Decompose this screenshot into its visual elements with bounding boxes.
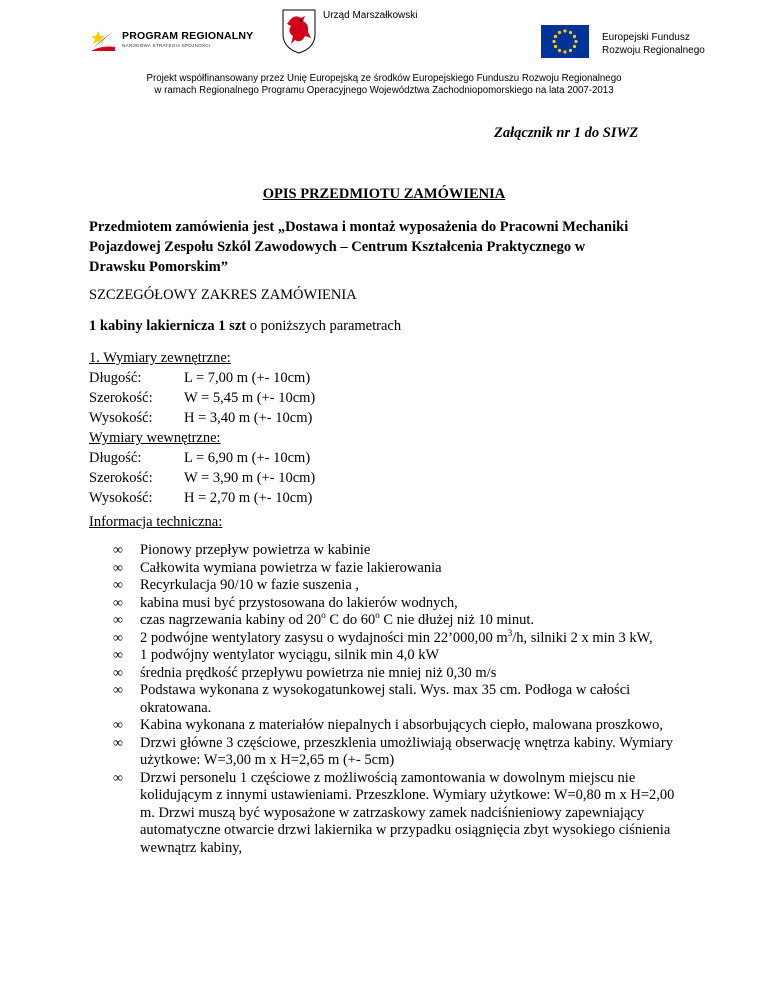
dim-value: L = 6,90 m (+- 10cm)	[184, 450, 311, 466]
dimensions-block	[89, 348, 316, 508]
office-name: Urząd Marszałkowski	[323, 10, 418, 21]
list-item	[113, 735, 688, 770]
voivodeship-crest-icon	[281, 8, 317, 54]
cofinancing-note	[0, 73, 768, 97]
degree-mark: o	[321, 610, 326, 621]
bullet-icon: ∞	[113, 648, 123, 663]
intro-line1: Przedmiotem zamówienia jest „Dostawa i montaż wyposażenia do Pracowni Mechaniki	[89, 219, 629, 235]
attachment-label: Załącznik nr 1 do SIWZ	[494, 125, 639, 141]
technical-info-heading: Informacja techniczna:	[89, 514, 223, 530]
list-item	[113, 665, 688, 683]
bullet-icon: ∞	[113, 595, 123, 611]
list-item	[113, 647, 688, 665]
internal-dims-heading: Wymiary wewnętrzne:	[89, 430, 221, 446]
dim-label: Wysokość:	[89, 490, 153, 506]
text-part: czas nagrzewania kabiny od 20	[140, 612, 322, 628]
dim-row	[89, 408, 313, 428]
logo-title: PROGRAM REGIONALNY	[122, 30, 254, 42]
cubic-mark: 3	[507, 627, 513, 638]
eu-flag-icon	[541, 25, 589, 58]
bullet-icon: ∞	[113, 770, 123, 786]
text-part: C nie dłużej niż 10 minut.	[379, 612, 534, 628]
technical-specs-list	[113, 542, 688, 857]
dim-value: W = 3,90 m (+- 10cm)	[184, 470, 316, 486]
bullet-icon: ∞	[113, 613, 123, 628]
list-item	[113, 542, 688, 560]
eu-fund-label	[602, 31, 705, 57]
bullet-icon: ∞	[113, 630, 123, 646]
list-item-text: Całkowita wymiana powietrza w fazie lakierowania	[140, 559, 442, 576]
dim-row	[89, 488, 313, 508]
bullet-icon: ∞	[113, 578, 123, 593]
dim-row	[89, 468, 316, 488]
document-title: OPIS PRZEDMIOTU ZAMÓWIENIA	[262, 186, 506, 202]
list-item	[113, 717, 688, 735]
dim-value: L = 7,00 m (+- 10cm)	[184, 370, 311, 386]
program-regionalny-star-icon	[88, 25, 118, 55]
list-item	[113, 612, 688, 630]
list-item	[113, 560, 688, 578]
list-item	[113, 595, 688, 613]
eu-fund-line2: Rozwoju Regionalnego	[602, 45, 705, 56]
item-description	[89, 318, 401, 335]
intro-line2: Pojazdowej Zespołu Szkól Zawodowych – Centrum Kształcenia Praktycznego w	[89, 239, 586, 255]
list-item-text	[140, 627, 653, 646]
list-item	[113, 682, 688, 717]
cofinancing-line2: w ramach Regionalnego Programu Operacyjnego Województwa Zachodniopomorskiego na lata 2007-2013	[154, 85, 614, 96]
list-item	[113, 770, 688, 858]
item-rest: o poniższych parametrach	[246, 318, 402, 334]
bullet-icon: ∞	[113, 665, 123, 681]
list-item	[113, 577, 688, 595]
intro-line3: Drawsku Pomorskim”	[89, 259, 228, 275]
dim-label: Szerokość:	[89, 470, 153, 486]
intro-paragraph	[89, 217, 689, 277]
dim-row	[89, 448, 311, 468]
text-part: 2 podwójne wentylatory zasysu o wydajności min 22’000,00 m	[140, 629, 508, 646]
list-item-text: Drzwi główne 3 częściowe, przeszklenia umożliwiają obserwację wnętrza kabiny. Wymiary użytkowe: W=3,00 m x H=2,65 m (+- 5cm)	[140, 734, 673, 768]
list-item	[113, 627, 688, 648]
degree-mark: o	[375, 610, 380, 621]
list-item-text: 1 podwójny wentylator wyciągu, silnik min 4,0 kW	[140, 647, 440, 663]
dim-label: Długość:	[89, 450, 142, 466]
list-item-text	[140, 612, 534, 628]
letterhead	[0, 0, 768, 110]
list-item-text: kabina musi być przystosowana do lakierów wodnych,	[140, 594, 458, 611]
list-item-text: Recyrkulacja 90/10 w fazie suszenia ,	[140, 577, 360, 593]
bullet-icon: ∞	[113, 683, 123, 698]
dim-row	[89, 368, 311, 388]
list-item-text: Kabina wykonana z materiałów niepalnych i absorbujących ciepło, malowana proszkowo,	[140, 717, 664, 733]
bullet-icon: ∞	[113, 543, 123, 558]
eu-fund-line1: Europejski Fundusz	[602, 32, 690, 43]
dim-value: H = 2,70 m (+- 10cm)	[184, 490, 313, 506]
item-name: 1 kabiny lakiernicza 1 szt	[89, 318, 247, 334]
list-item-text: Drzwi personelu 1 częściowe z możliwością zamontowania w dowolnym miejscu nie kolidującym z innymi ustawieniami. Przeszklone. Wymiary użytkowe: W=0,80 m x H=2,00 m. Drzwi muszą być wyposażone w zatrzaskowy zamek nadciśnieniowy zapewniający automatyczne otwarcie drzwi lakiernika w przypadku osiągnięcia zbyt wysokiego ciśnienia wewnątrz kabiny,	[140, 769, 675, 856]
list-item-text: Pionowy przepływ powietrza w kabinie	[140, 542, 371, 558]
cofinancing-line1: Projekt współfinansowany przez Unię Europejską ze środków Europejskiego Funduszu Rozwoju Regionalnego	[146, 73, 622, 84]
dim-label: Szerokość:	[89, 390, 153, 406]
program-regionalny-logo	[88, 25, 254, 55]
logo-subtitle: NARODOWA STRATEGIA SPÓJNOŚCI	[122, 43, 211, 48]
scope-heading: SZCZEGÓŁOWY ZAKRES ZAMÓWIENIA	[89, 287, 357, 303]
list-item-text: Podstawa wykonana z wysokogatunkowej stali. Wys. max 35 cm. Podłoga w całości okratowana.	[140, 682, 631, 716]
external-dims-heading: 1. Wymiary zewnętrzne:	[89, 350, 231, 366]
dim-label: Wysokość:	[89, 410, 153, 426]
dim-value: W = 5,45 m (+- 10cm)	[184, 390, 316, 406]
bullet-icon: ∞	[113, 735, 123, 751]
dim-label: Długość:	[89, 370, 142, 386]
text-part: /h, silniki 2 x min 3 kW,	[512, 629, 653, 646]
list-item-text: średnia prędkość przepływu powietrza nie mniej niż 0,30 m/s	[140, 664, 497, 681]
dim-row	[89, 388, 316, 408]
bullet-icon: ∞	[113, 718, 123, 733]
bullet-icon: ∞	[113, 560, 123, 576]
text-part: C do 60	[325, 612, 376, 628]
dim-value: H = 3,40 m (+- 10cm)	[184, 410, 313, 426]
